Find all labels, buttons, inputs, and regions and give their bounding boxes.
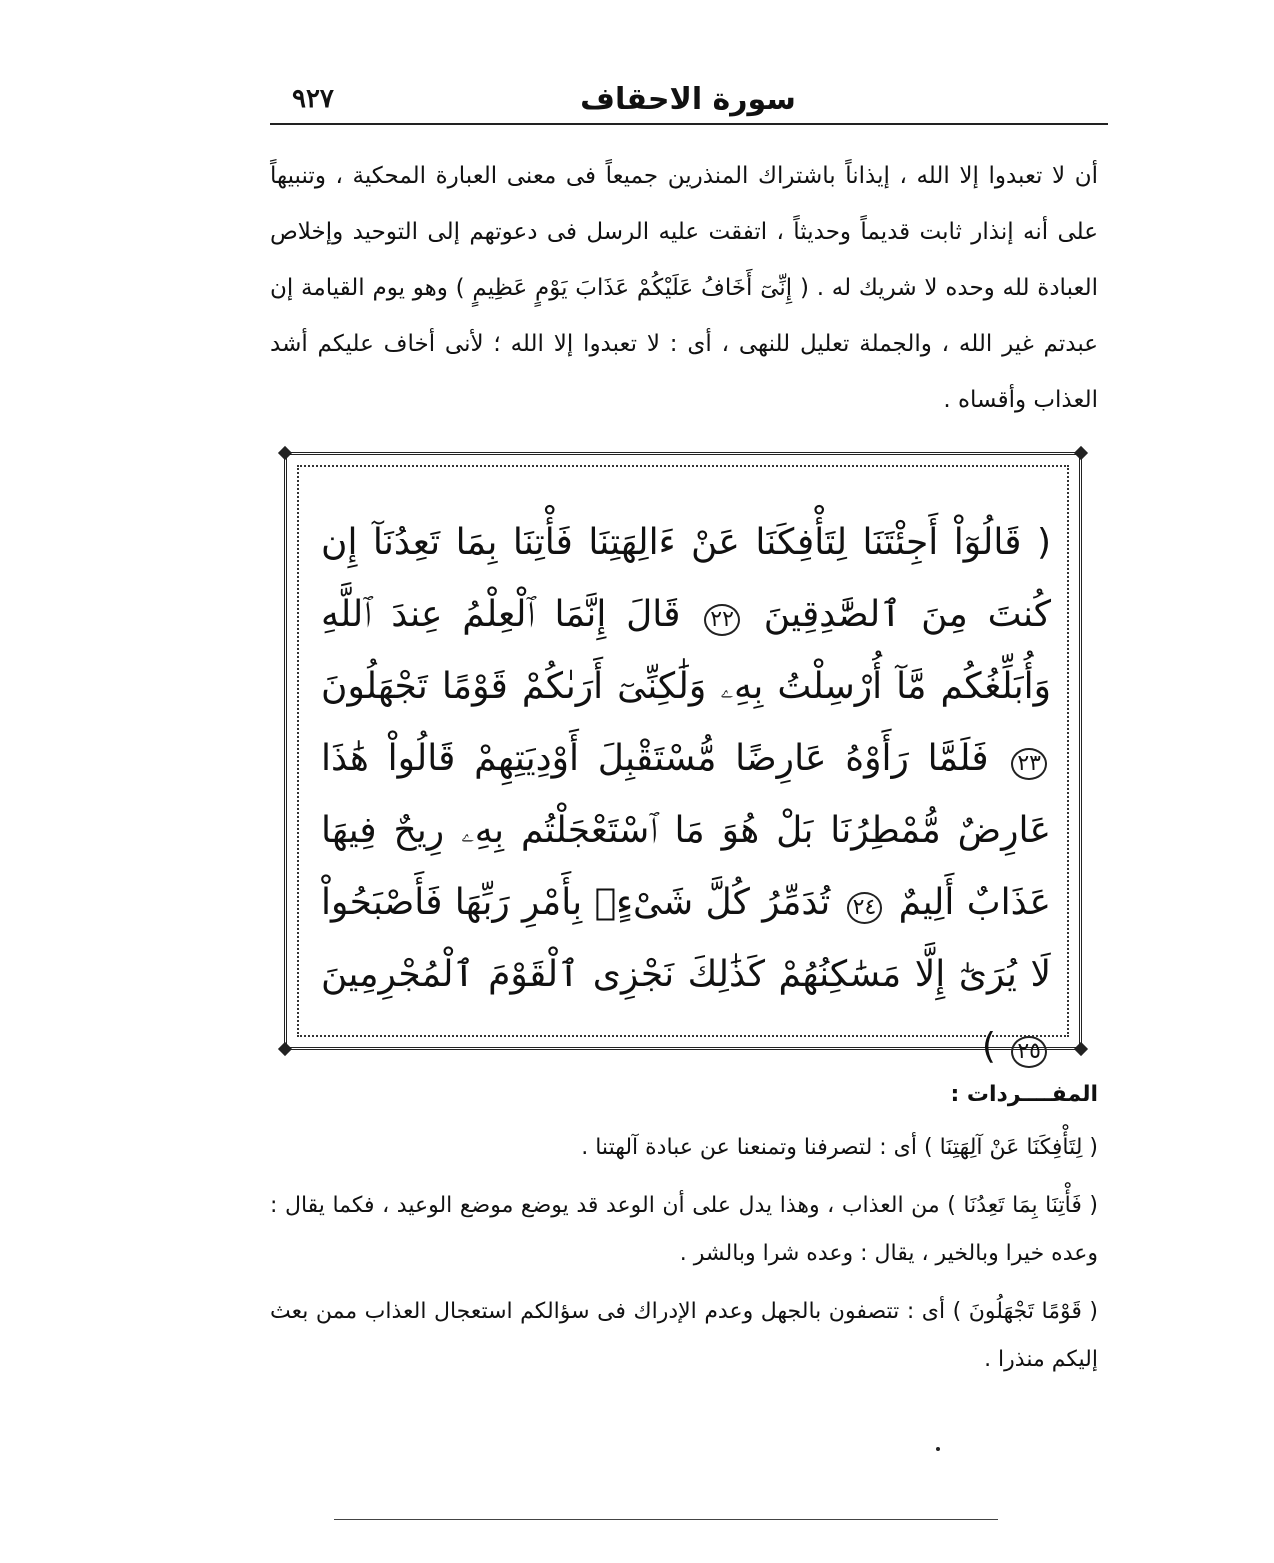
corner-ornament-icon: [1074, 1042, 1088, 1056]
intro-paragraph: أن لا تعبدوا إلا الله ، إيذاناً باشتراك المنذرين جميعاً فى معنى العبارة المحكية ، وتنبيهاً على أنه إنذار ثابت قديماً وحديثاً ، اتفقت عليه الرسل فى دعوتهم إلى التوحيد وإخلاص العبادة لله وحده لا شريك له . ( إِنِّىٓ أَخَافُ عَلَيْكُمْ عَذَابَ يَوْمٍ عَظِيمٍ ) وهو يوم القيامة إن عبدتم غير الله ، والجملة تعليل للنهى ، أى : لا تعبدوا إلا الله ؛ لأنى أخاف عليكم أشد العذاب وأقساه .: [270, 163, 1098, 413]
verse-text-segment: فَلَمَّا رَأَوْهُ عَارِضًا مُّسْتَقْبِلَ أَوْدِيَتِهِمْ قَالُواْ هَٰذَا عَارِضٌ مُّمْطِرُنَا بَلْ هُوَ مَا ٱسْتَعْجَلْتُم بِهِۦ رِيحٌ فِيهَا عَذَابٌ أَلِيمٌ: [321, 738, 1051, 923]
ayah-number-marker: ٢٣: [1011, 748, 1047, 780]
ayah-number-marker: ٢٤: [847, 892, 883, 924]
corner-ornament-icon: [1074, 446, 1088, 460]
stray-dot-mark: [936, 1447, 940, 1451]
vocabulary-entry: ( لِتَأْفِكَنَا عَنْ آلِهَتِنَا ) أى : لتصرفنا وتمنعنا عن عبادة آلهتنا .: [581, 1135, 1098, 1160]
vocabulary-section: [270, 1124, 1098, 1394]
ayah-number-marker: ٢٢: [704, 604, 740, 636]
page-number: ٩٢٧: [292, 84, 334, 114]
footer-divider: [334, 1519, 998, 1520]
vocabulary-entry: ( قَوْمًا تَجْهَلُونَ ) أى : تتصفون بالجهل وعدم الإدراك فى سؤالكم استعجال العذاب ممن بعث إليكم منذرا .: [270, 1299, 1098, 1372]
ayah-number-marker: ٢٥: [1011, 1036, 1047, 1068]
vocabulary-entry: ( فَأْتِنَا بِمَا تَعِدُنَا ) من العذاب ، وهذا يدل على أن الوعد قد يوضع موضع الوعيد ، فكما يقال : وعده خيرا وبالخير ، يقال : وعده شرا وبالشر .: [270, 1193, 1098, 1266]
verse-text-segment: قَالَ إِنَّمَا ٱلْعِلْمُ عِندَ ٱللَّهِ وَأُبَلِّغُكُم مَّآ أُرْسِلْتُ بِهِۦ وَلَٰكِنِّىٓ أَرَىٰكُمْ قَوْمًا تَجْهَلُونَ: [321, 594, 1051, 707]
header-divider: [270, 123, 1108, 125]
verse-text-segment: تُدَمِّرُ كُلَّ شَىْءٍۭ بِأَمْرِ رَبِّهَا فَأَصْبَحُواْ لَا يُرَىٰٓ إِلَّا مَسَٰكِنُهُمْ كَذَٰلِكَ نَجْزِى ٱلْقَوْمَ ٱلْمُجْرِمِينَ: [321, 882, 1051, 995]
vocabulary-heading: المفــــردات :: [950, 1082, 1098, 1107]
surah-title: سورة الاحقاف: [580, 82, 796, 117]
verse-closing-bracket: ): [981, 1026, 996, 1067]
intro-commentary: [270, 148, 1098, 428]
quran-verses: [321, 507, 1051, 1083]
verse-text-segment: ( قَالُوٓاْ أَجِئْتَنَا لِتَأْفِكَنَا عَنْ ءَالِهَتِنَا فَأْتِنَا بِمَا تَعِدُنَآ إِن كُنتَ مِنَ ٱلصَّٰدِقِينَ: [321, 522, 1051, 635]
corner-ornament-icon: [278, 446, 292, 460]
verse-frame: [284, 452, 1082, 1067]
corner-ornament-icon: [278, 1042, 292, 1056]
page-header: [270, 80, 1106, 120]
